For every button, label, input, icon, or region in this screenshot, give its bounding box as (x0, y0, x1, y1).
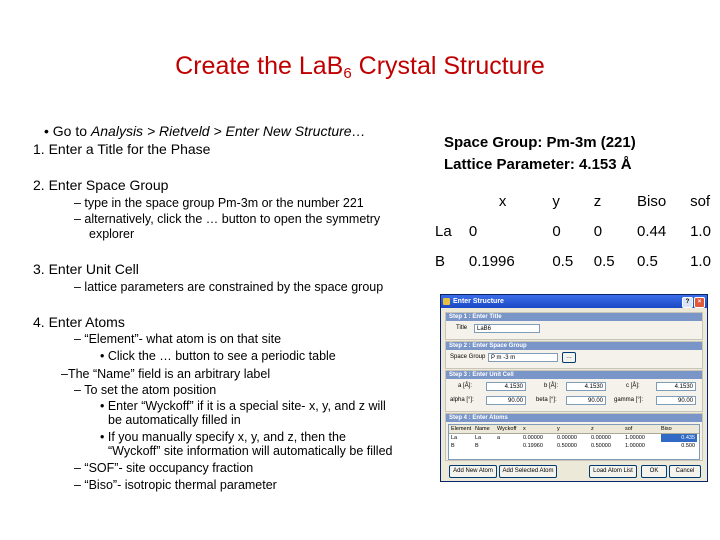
structure-info (444, 132, 636, 176)
b-input[interactable]: 4.1530 (566, 382, 606, 391)
table-header-row: x y z Biso sof (498, 192, 711, 210)
step-2-sub-1: – type in the space group Pm-3m or the number 221 (74, 196, 364, 210)
manual-line: • If you manually specify x, y, and z, then the (100, 430, 346, 444)
atom-table (427, 186, 720, 276)
beta-label: beta [°]: (536, 397, 557, 403)
wyckoff-line: • Enter “Wyckoff” if it is a special site- x, y, and z will (100, 399, 386, 413)
step-3-sub-1: – lattice parameters are constrained by the space group (74, 280, 384, 294)
table-row: B 0.1996 0.5 0.5 0.5 1.0 (435, 252, 711, 270)
close-icon[interactable]: × (694, 297, 705, 308)
b-label: b [Å]: (544, 383, 559, 389)
atom-grid[interactable] (448, 424, 700, 460)
alpha-input[interactable]: 90.00 (486, 396, 526, 405)
biso-line: – “Biso”- isotropic thermal parameter (74, 478, 277, 492)
element-sub: • Click the … button to see a periodic table (100, 349, 336, 363)
load-atom-list-button[interactable]: Load Atom List (589, 465, 637, 478)
space-group-text: Space Group: Pm-3m (221) (444, 134, 636, 151)
lattice-parameter-text: Lattice Parameter: 4.153 Å (444, 156, 632, 173)
add-selected-atom-button[interactable]: Add Selected Atom (499, 465, 557, 478)
alpha-label: alpha [°]: (450, 397, 474, 403)
c-input[interactable]: 4.1530 (656, 382, 696, 391)
gamma-input[interactable]: 90.00 (656, 396, 696, 405)
c-label: c [Å]: (626, 383, 640, 389)
manual-line-cont: “Wyckoff” site information will automatically be filled (108, 444, 393, 458)
step-2: 2. Enter Space Group (33, 177, 169, 193)
step-1-header: Step 1 : Enter Title (446, 313, 702, 321)
cancel-button[interactable]: Cancel (669, 465, 701, 478)
step-1-group (445, 312, 703, 340)
atom-position-line: – To set the atom position (74, 383, 217, 397)
gamma-label: gamma [°]: (614, 397, 644, 403)
symmetry-explorer-button[interactable]: … (562, 352, 576, 363)
step-4-header: Step 4 : Enter Atoms (446, 414, 702, 422)
space-group-label: Space Group (450, 354, 486, 360)
help-icon[interactable]: ? (682, 297, 693, 308)
slide-title: Create the LaB$_6$ Crystal Structure (175, 52, 545, 82)
step-2-group (445, 341, 703, 369)
bullet-go-to: • Go to Analysis > Rietveld > Enter New Structure… (44, 123, 366, 139)
name-line: –The “Name” field is an arbitrary label (61, 367, 271, 381)
atom-grid-row[interactable]: La La a 0.00000 0.00000 0.00000 1.00000 0.435 (451, 435, 695, 441)
enter-structure-dialog (440, 294, 708, 482)
a-label: a [Å]: (458, 383, 473, 389)
beta-input[interactable]: 90.00 (566, 396, 606, 405)
a-input[interactable]: 4.1530 (486, 382, 526, 391)
step-3-group (445, 370, 703, 412)
step-3: 3. Enter Unit Cell (33, 261, 139, 277)
atom-grid-header: Element Name Wyckoff x y z sof Biso (449, 425, 699, 434)
step-4-group (445, 413, 703, 461)
title-input[interactable]: LaB6 (474, 324, 540, 333)
ok-button[interactable]: OK (641, 465, 667, 478)
step-2-header: Step 2 : Enter Space Group (446, 342, 702, 350)
add-new-atom-button[interactable]: Add New Atom (449, 465, 497, 478)
dialog-titlebar (441, 295, 707, 308)
wyckoff-line-cont: be automatically filled in (108, 413, 241, 427)
app-icon (443, 298, 450, 305)
table-row: La 0 0 0 0.44 1.0 (435, 222, 711, 240)
step-2-sub-2-cont: explorer (89, 227, 135, 241)
dialog-title: Enter Structure (453, 298, 504, 305)
step-4: 4. Enter Atoms (33, 314, 125, 330)
step-2-sub-2: – alternatively, click the … button to open the symmetry (74, 212, 381, 226)
title-label: Title (456, 325, 468, 331)
element-line: – “Element”- what atom is on that site (74, 332, 282, 346)
atom-grid-row[interactable]: B B 0.19960 0.50000 0.50000 1.00000 0.500 (451, 443, 695, 449)
sof-line: – “SOF”- site occupancy fraction (74, 461, 254, 475)
step-1: 1. Enter a Title for the Phase (33, 141, 211, 157)
space-group-input[interactable]: P m -3 m (488, 353, 558, 362)
step-3-header: Step 3 : Enter Unit Cell (446, 371, 702, 379)
